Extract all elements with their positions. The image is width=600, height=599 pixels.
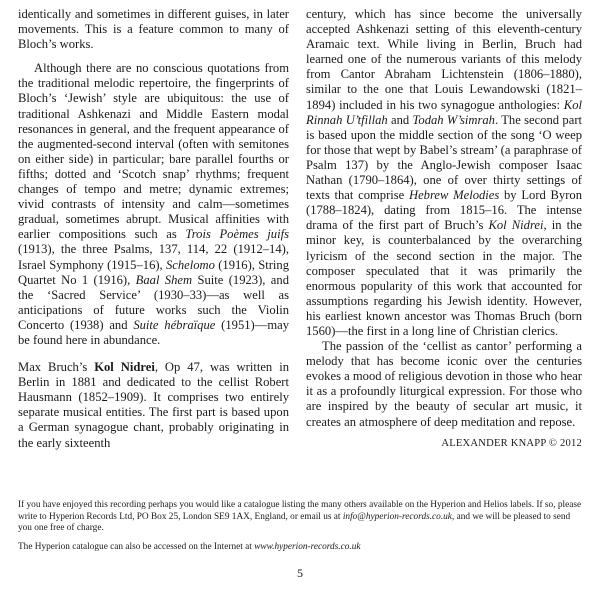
text-run: , and we will be pleased to send you one free of charge. bbox=[18, 511, 571, 534]
text-run: identically and sometimes in different guises, in later movements. This is a feature common to many of Bloch’s works. bbox=[18, 7, 289, 52]
right-column bbox=[306, 7, 582, 451]
text-run: The Hyperion catalogue can also be accessed on the Internet at bbox=[18, 542, 255, 552]
text-run: by Lord Byron (1788–1824), dating from 1815–16. The intense drama of the first part of Bruch’s bbox=[306, 188, 583, 233]
italic-text: Baal Shem bbox=[135, 272, 193, 287]
catalogue-note-text bbox=[18, 500, 582, 535]
text-run: If you have enjoyed this recording perhaps you would like a catalogue listing the many others available on the Hyperion and Helios labels. If so, please write to Hyperion Records Ltd, PO Box 25, London SE9 1AX, England, or email us at bbox=[18, 500, 582, 522]
text-run: (1913), the three Psalms, 137, 114, 22 (1912–14), Israel Symphony (1915–16), bbox=[18, 242, 289, 272]
italic-text: Schelomo bbox=[165, 257, 215, 272]
text-run: The passion of the ‘cellist as cantor’ performing a melody that has become iconic over the centuries evokes a mood of religious devotion in those who hear it as a profoundly liturgical expression. For those who are inspired by the beauty of secular art music, it creates an atmosphere of deep meditation and repose. bbox=[306, 339, 582, 429]
italic-text: Trois Poèmes juifs bbox=[185, 227, 289, 242]
italic-text: info@hyperion-records.co.uk bbox=[342, 511, 452, 522]
text-run: Although there are no conscious quotations from the traditional melodic repertoire, the fingerprints of Bloch’s ‘Jewish’ style are ubiquitous: the use of traditional Ashkenazi and Middle Eastern modal resonances in general, and the frequent appearance of the augmented-second interval (often with semitones on either side) in particular; bare parallel fourths or fifths; dotted and ‘Scotch snap’ rhythms; frequent changes of tempo and metre; dynamic extremes; vivid contrasts of intensity and calm—sometimes gradual, sometimes abrupt. Musical affinities with earlier compositions such as bbox=[18, 61, 289, 242]
text-run: , in the minor key, is counterbalanced by the overarching lyricism of the second section in the major. The composer speculated that it was primarily the enormous popularity of this work that accounted for assumptions regarding his Jewish identity. However, his earliest known ancestor was Thomas Bruch (born 1560)—the first in a long line of Christian clerics. bbox=[306, 218, 582, 338]
italic-text: Todah W’simrah bbox=[412, 112, 495, 127]
page-number: 5 bbox=[297, 566, 303, 580]
text-run: . The second part is based upon the middle section of the song ‘O weep for those that wept by Babel’s stream’ (a paraphrase of Psalm 137) by the Anglo-Jewish composer Isaac Nathan (1790–1864), one of over thirty settings of texts that comprise bbox=[306, 112, 583, 203]
internet-note-text bbox=[18, 542, 582, 554]
italic-text: www.hyperion-records.co.uk bbox=[254, 542, 361, 552]
text-run: (1916), String Quartet No 1 (1916), bbox=[18, 257, 290, 287]
italic-text: Kol Rinnah U’tfillah bbox=[306, 97, 582, 127]
left-column bbox=[18, 7, 289, 451]
text-run: Suite (1923), and the ‘Sacred Service’ (1930–33)—as well as anticipations of future works such the Violin Concerto (1938) and bbox=[18, 272, 289, 332]
left-paragraph-3 bbox=[18, 360, 289, 451]
internet-note bbox=[18, 542, 582, 554]
catalogue-note bbox=[18, 500, 582, 535]
italic-text: Kol Nidrei bbox=[488, 218, 544, 233]
right-paragraph-1 bbox=[306, 7, 582, 339]
right-paragraph-2 bbox=[306, 339, 582, 430]
italic-text: Hebrew Melodies bbox=[409, 188, 500, 203]
text-run: (1951)—may be found here in abundance. bbox=[18, 317, 290, 347]
text-run: Max Bruch’s bbox=[18, 360, 95, 375]
left-paragraph-1 bbox=[18, 7, 289, 52]
text-run: and bbox=[387, 112, 413, 127]
text-run: , Op 47, was written in Berlin in 1881 and dedicated to the cellist Robert Hausmann (1852–1909). It comprises two entirely separate musical entities. The first part is based upon a German synagogue chant, probably originating in the early sixteenth bbox=[18, 360, 289, 450]
bold-text: Kol Nidrei bbox=[94, 360, 155, 375]
text-run: century, which has since become the universally accepted Ashkenazi setting of this eleventh-century Aramaic text. While living in Berlin, Bruch had learned one of the numerous variants of this melody from Cantor Abraham Lichtenstein (1806–1880), similar to the one that Louis Lewandowski (1821–1894) included in his two synagogue anthologies: bbox=[306, 7, 582, 112]
author-signature: ALEXANDER KNAPP © 2012 bbox=[441, 437, 582, 449]
italic-text: Suite hébraïque bbox=[133, 317, 216, 332]
left-paragraph-2 bbox=[18, 61, 289, 348]
